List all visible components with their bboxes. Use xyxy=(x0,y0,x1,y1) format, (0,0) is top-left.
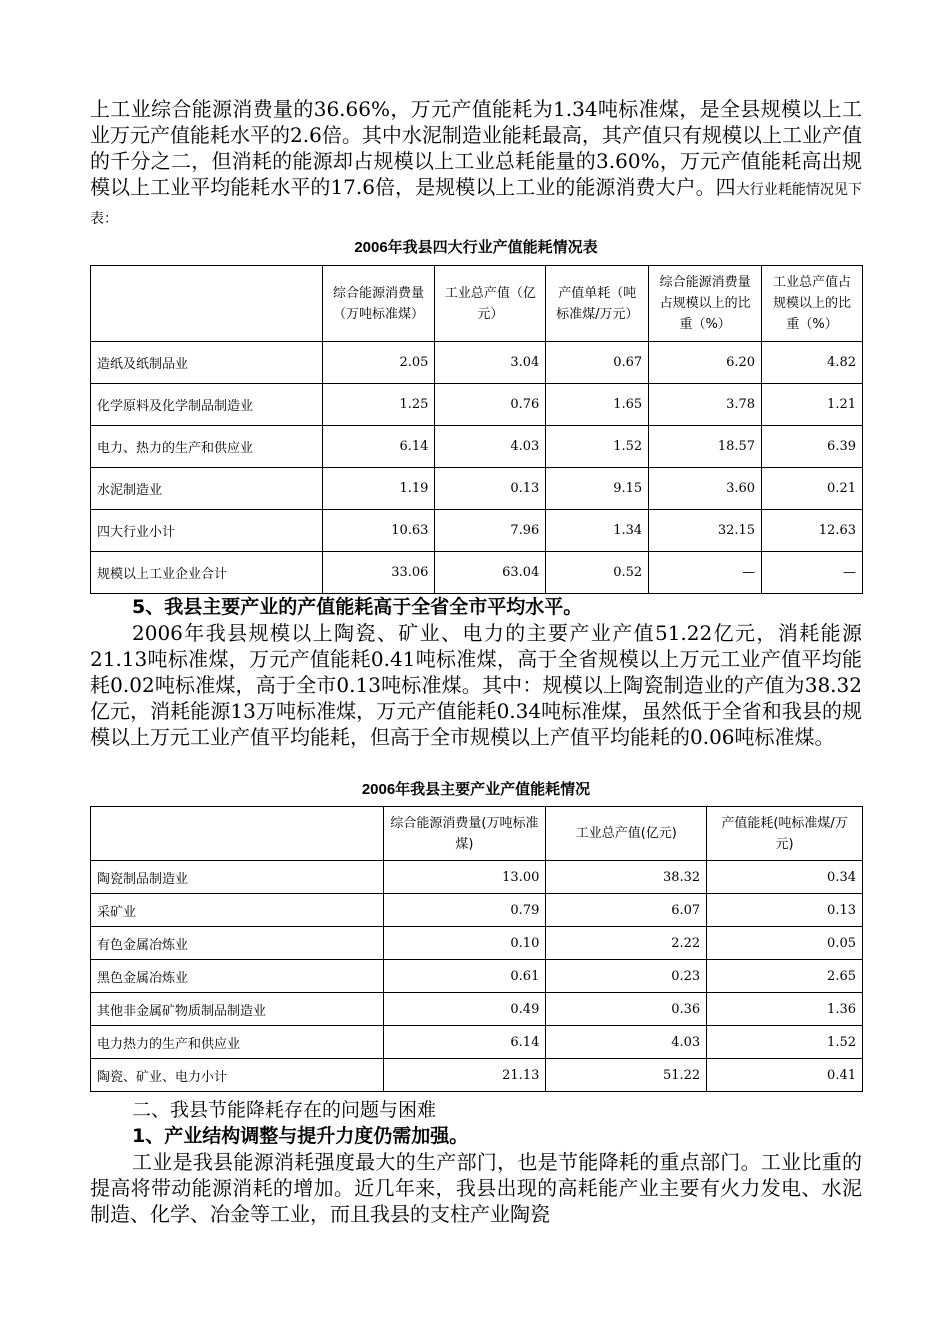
row-label: 规模以上工业企业合计 xyxy=(91,552,323,594)
table-cell: 1.34 xyxy=(546,510,649,552)
section5-heading: 5、我县主要产业的产值能耗高于全省全市平均水平。 xyxy=(132,596,583,618)
row-label: 有色金属冶炼业 xyxy=(91,927,384,960)
table-cell: 0.61 xyxy=(383,960,546,993)
row-label: 采矿业 xyxy=(91,894,384,927)
table2-header-cell: 综合能源消费量(万吨标准煤) xyxy=(383,807,546,861)
table-cell: 4.03 xyxy=(435,426,546,468)
table1-header-cell xyxy=(91,266,323,342)
table-cell: 2.05 xyxy=(322,342,435,384)
row-label: 四大行业小计 xyxy=(91,510,323,552)
intro-text: 上工业综合能源消费量的36.66%，万元产值能耗为1.34吨标准煤，是全县规模以上工业万元产值能耗水平的2.6倍。其中水泥制造业能耗最高，其产值只有规模以上工业产值的千分之二，但消耗的能源却占规模以上工业总耗能量的3.60%，万元产值能耗高出规模以上工业平均能耗水平的17.6倍，是规模以上工业的能源消费大户。四 xyxy=(90,97,862,199)
section5-paragraph: 2006年我县规模以上陶瓷、矿业、电力的主要产业产值51.22亿元，消耗能源21.13吨标准煤，万元产值能耗0.41吨标准煤，高于全省规模以上万元工业产值平均能耗0.02吨标准煤，高于全市0.13吨标准煤。其中：规模以上陶瓷制造业的产值为38.32亿元，消耗能源13万吨标准煤，万元产值能耗0.34吨标准煤，虽然低于全省和我县的规模以上万元工业产值平均能耗，但高于全市规模以上产值平均能耗的0.06吨标准煤。 xyxy=(90,621,862,749)
table1-header-cell: 工业总产值（亿元） xyxy=(435,266,546,342)
table2 xyxy=(90,806,863,1092)
table-cell: 0.13 xyxy=(707,894,863,927)
table-cell: 2.65 xyxy=(707,960,863,993)
table-cell: 1.52 xyxy=(707,1026,863,1059)
table-cell: 1.25 xyxy=(322,384,435,426)
intro-tail-text: 大行业耗能情况见下表： xyxy=(90,182,863,227)
table1-header-row xyxy=(91,266,863,342)
table-row xyxy=(91,342,863,384)
table-cell: 7.96 xyxy=(435,510,546,552)
table1 xyxy=(90,265,863,594)
table-cell: 1.21 xyxy=(762,384,863,426)
table-cell: — xyxy=(649,552,762,594)
table-cell: 4.82 xyxy=(762,342,863,384)
table-cell: — xyxy=(762,552,863,594)
table-row xyxy=(91,426,863,468)
row-label: 造纸及纸制品业 xyxy=(91,342,323,384)
table-cell: 1.19 xyxy=(322,468,435,510)
table-cell: 63.04 xyxy=(435,552,546,594)
table-cell: 0.21 xyxy=(762,468,863,510)
table-cell: 1.52 xyxy=(546,426,649,468)
table1-header-cell: 综合能源消费量占规模以上的比重（%） xyxy=(649,266,762,342)
section2-subheading: 1、产业结构调整与提升力度仍需加强。 xyxy=(132,1125,469,1147)
row-label: 陶瓷、矿业、电力小计 xyxy=(91,1059,384,1092)
table-cell: 0.23 xyxy=(546,960,707,993)
section2-heading: 二、我县节能降耗存在的问题与困难 xyxy=(132,1099,437,1121)
table-cell: 0.52 xyxy=(546,552,649,594)
table-cell: 33.06 xyxy=(322,552,435,594)
table-cell: 0.41 xyxy=(707,1059,863,1092)
table-cell: 3.60 xyxy=(649,468,762,510)
table-cell: 12.63 xyxy=(762,510,863,552)
table-cell: 13.00 xyxy=(383,861,546,894)
row-label: 陶瓷制品制造业 xyxy=(91,861,384,894)
table2-header-cell: 产值能耗(吨标准煤/万元) xyxy=(707,807,863,861)
table-cell: 3.78 xyxy=(649,384,762,426)
table-cell: 0.49 xyxy=(383,993,546,1026)
row-label: 电力、热力的生产和供应业 xyxy=(91,426,323,468)
table-cell: 6.07 xyxy=(546,894,707,927)
row-label: 其他非金属矿物质制品制造业 xyxy=(91,993,384,1026)
table-cell: 6.14 xyxy=(322,426,435,468)
table-cell: 0.76 xyxy=(435,384,546,426)
table-cell: 0.05 xyxy=(707,927,863,960)
table-row xyxy=(91,927,863,960)
table-row xyxy=(91,552,863,594)
table2-header-cell xyxy=(91,807,384,861)
table1-title: 2006年我县四大行业产值能耗情况表 xyxy=(354,239,598,256)
table-cell: 6.14 xyxy=(383,1026,546,1059)
table-row xyxy=(91,1026,863,1059)
table-cell: 0.67 xyxy=(546,342,649,384)
table2-title: 2006年我县主要产业产值能耗情况 xyxy=(361,781,591,798)
table-row xyxy=(91,960,863,993)
table-row xyxy=(91,894,863,927)
table-cell: 21.13 xyxy=(383,1059,546,1092)
row-label: 黑色金属冶炼业 xyxy=(91,960,384,993)
table-row xyxy=(91,993,863,1026)
table-cell: 1.65 xyxy=(546,384,649,426)
table-row xyxy=(91,861,863,894)
table-cell: 51.22 xyxy=(546,1059,707,1092)
table-cell: 6.39 xyxy=(762,426,863,468)
table-cell: 2.22 xyxy=(546,927,707,960)
table-cell: 0.13 xyxy=(435,468,546,510)
table-row xyxy=(91,1059,863,1092)
row-label: 电力热力的生产和供应业 xyxy=(91,1026,384,1059)
table-cell: 0.10 xyxy=(383,927,546,960)
section2-paragraph: 工业是我县能源消耗强度最大的生产部门，也是节能降耗的重点部门。工业比重的提高将带动能源消耗的增加。近几年来，我县出现的高耗能产业主要有火力发电、水泥制造、化学、冶金等工业，而且我县的支柱产业陶瓷 xyxy=(90,1150,862,1226)
table-cell: 1.36 xyxy=(707,993,863,1026)
table-cell: 32.15 xyxy=(649,510,762,552)
table-row xyxy=(91,510,863,552)
table2-header-row xyxy=(91,807,863,861)
row-label: 化学原料及化学制品制造业 xyxy=(91,384,323,426)
table-cell: 3.04 xyxy=(435,342,546,384)
table1-header-cell: 产值单耗（吨标准煤/万元） xyxy=(546,266,649,342)
intro-paragraph xyxy=(90,96,862,232)
table-cell: 6.20 xyxy=(649,342,762,384)
table1-header-cell: 工业总产值占规模以上的比重（%） xyxy=(762,266,863,342)
table1-header-cell: 综合能源消费量（万吨标准煤） xyxy=(322,266,435,342)
table-cell: 10.63 xyxy=(322,510,435,552)
table-cell: 0.34 xyxy=(707,861,863,894)
table-row xyxy=(91,468,863,510)
table2-header-cell: 工业总产值(亿元) xyxy=(546,807,707,861)
row-label: 水泥制造业 xyxy=(91,468,323,510)
table-cell: 0.36 xyxy=(546,993,707,1026)
table-row xyxy=(91,384,863,426)
table-cell: 4.03 xyxy=(546,1026,707,1059)
table-cell: 38.32 xyxy=(546,861,707,894)
table-cell: 9.15 xyxy=(546,468,649,510)
table-cell: 0.79 xyxy=(383,894,546,927)
table-cell: 18.57 xyxy=(649,426,762,468)
